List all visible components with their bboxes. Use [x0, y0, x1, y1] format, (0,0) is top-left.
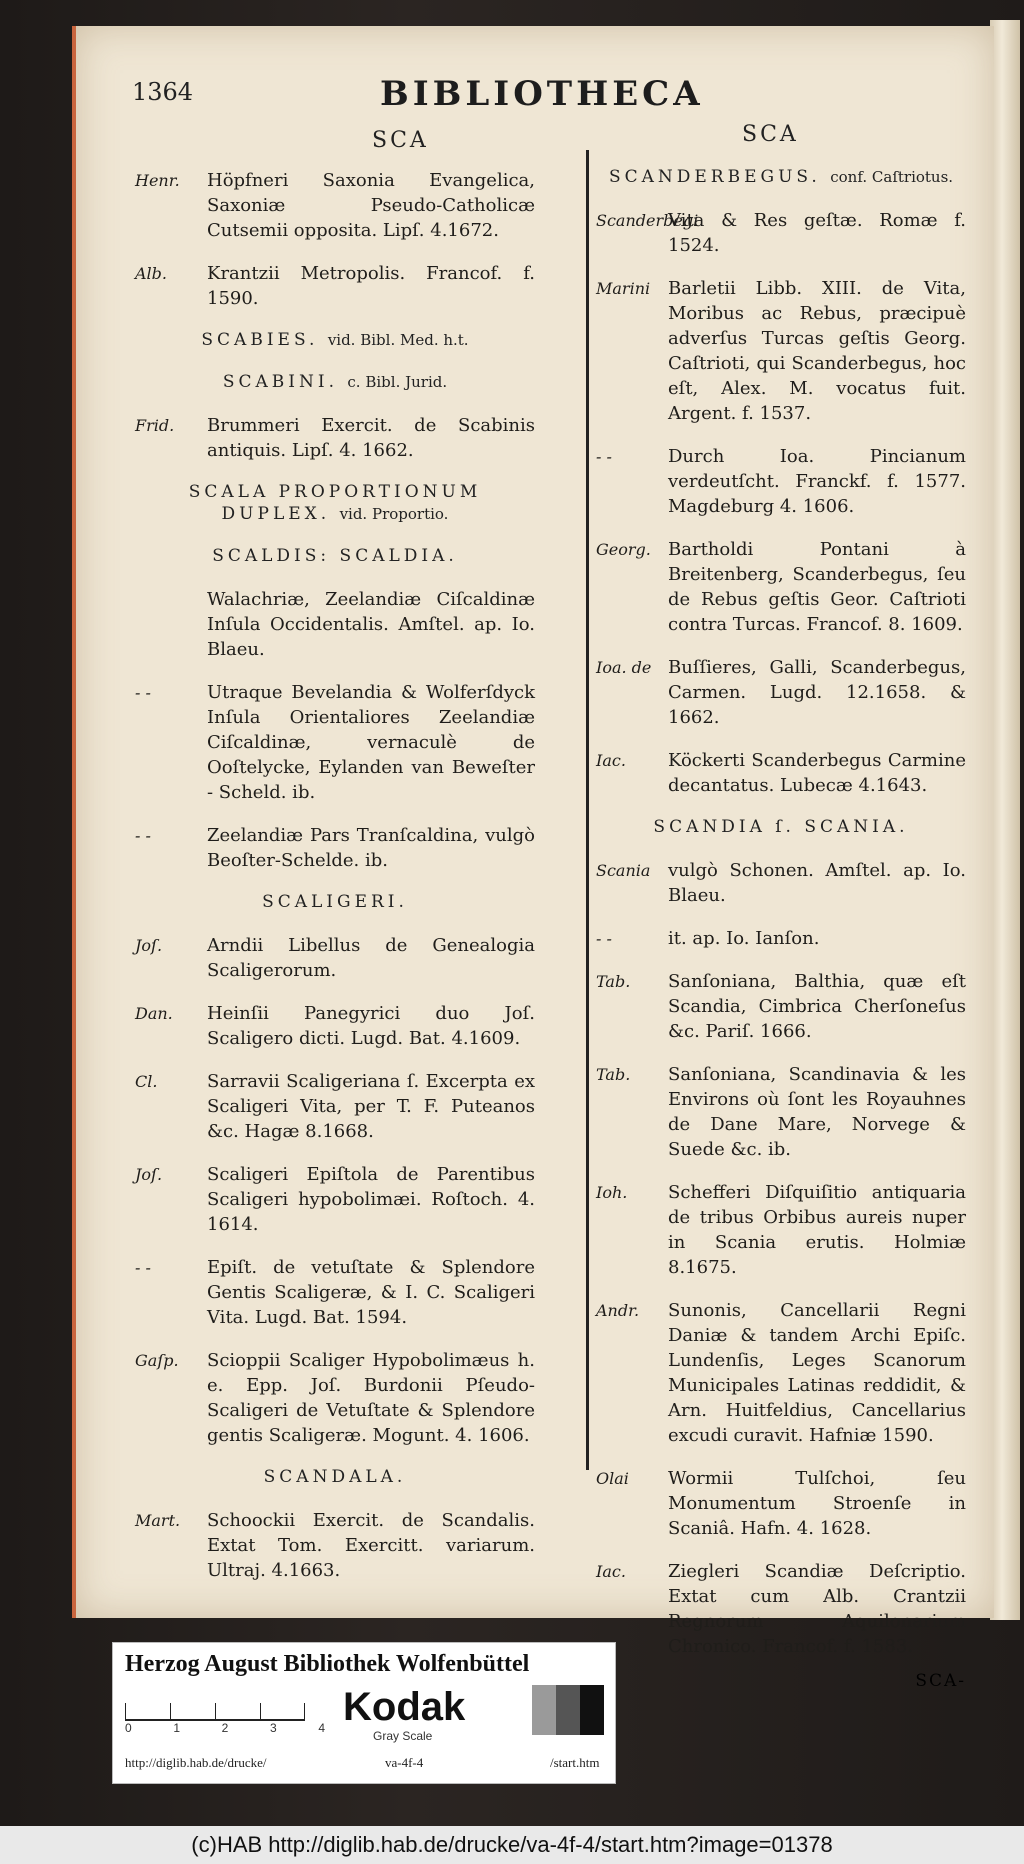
section-heading	[596, 816, 966, 838]
entry-author-tag: Georg.	[596, 540, 651, 559]
entry-author-tag: Alb.	[135, 264, 167, 283]
section-heading	[135, 329, 535, 351]
catalog-entry	[596, 1062, 966, 1162]
gray-scale-swatches	[508, 1685, 604, 1735]
entry-text: Höpfneri Saxonia Evangelica, Saxoniæ Pseudo-Catholicæ Cutsemii opposita. Lipſ. 4.1672.	[207, 170, 535, 241]
section-title: SCANDIA ſ. SCANIA.	[653, 817, 909, 837]
entry-text: Sarravii Scaligeriana ſ. Excerpta ex Scaligeri Vita, per T. F. Puteanos &c. Hagæ 8.1668.	[207, 1071, 535, 1142]
entry-text: Schoockii Exercit. de Scandalis. Extat Tom. Exercitt. variarum. Ultraj. 4.1663.	[207, 1510, 535, 1581]
catalog-entry	[596, 926, 966, 951]
entry-author-tag: Iac.	[596, 751, 626, 770]
entry-author-tag: Henr.	[135, 171, 180, 190]
section-title: SCALIGERI.	[262, 892, 408, 912]
archive-card	[112, 1642, 616, 1784]
ruler-label: 2	[221, 1721, 229, 1735]
catalog-entry	[135, 823, 535, 873]
ruler-labels	[125, 1721, 325, 1735]
entry-text: Vita & Res geſtæ. Romæ f. 1524.	[668, 210, 966, 256]
entry-author-tag	[135, 587, 207, 662]
catalog-entry	[596, 1559, 966, 1659]
entry-author-tag: Tab.	[596, 1065, 631, 1084]
copyright-caption: (c)HAB http://diglib.hab.de/drucke/va-4f-4/start.htm?image=01378	[0, 1826, 1024, 1864]
catalog-entry	[135, 587, 535, 662]
entry-author-tag: Tab.	[596, 972, 631, 991]
catalog-entry	[135, 413, 535, 463]
section-title: SCABINI.	[222, 372, 338, 392]
entry-text: Schefferi Diſquiſitio antiquaria de tribus Orbibus aureis nuper in Scania erutis. Holmiæ 8.1675.	[668, 1182, 966, 1278]
catalog-entry	[596, 969, 966, 1044]
catalog-entry	[596, 208, 966, 258]
right-column	[596, 160, 966, 1691]
entry-text: Brummeri Exercit. de Scabinis antiquis. Lipſ. 4. 1662.	[207, 415, 535, 461]
entry-author-tag: Mart.	[135, 1511, 181, 1530]
catalog-entry	[135, 1255, 535, 1330]
catchword: SCA-	[915, 1671, 966, 1691]
running-title: BIBLIOTHECA	[380, 74, 704, 114]
entry-author-tag: - -	[596, 929, 612, 948]
entry-text: Köckerti Scanderbegus Carmine decantatus. Lubecæ 4.1643.	[668, 750, 966, 796]
entry-author-tag: Scania	[596, 861, 651, 880]
catalog-entry	[596, 748, 966, 798]
ruler-label: 4	[318, 1721, 325, 1735]
entry-author-tag: Frid.	[135, 416, 175, 435]
ruler-scale	[125, 1693, 305, 1721]
url-part: http://diglib.hab.de/drucke/	[125, 1755, 267, 1770]
catalog-entry	[596, 537, 966, 637]
entry-author-tag: Ioa. de	[596, 658, 652, 677]
entry-text: Walachriæ, Zeelandiæ Ciſcaldinæ Inſula Occidentalis. Amſtel. ap. Io. Blaeu.	[207, 589, 535, 660]
url-part: va-4f-4	[385, 1755, 424, 1770]
url-part: /start.htm	[550, 1755, 600, 1770]
entry-text: Durch Ioa. Pincianum verdeutſcht. Franckf. f. 1577. Magdeburg 4. 1606.	[668, 446, 966, 517]
entry-author-tag: Dan.	[135, 1004, 173, 1023]
entry-text: Sanſoniana, Scandinavia & les Environs où ſont les Royauhnes de Dane Mare, Norvege & Suede &c. ib.	[668, 1064, 966, 1160]
ruler-label: 1	[173, 1721, 181, 1735]
entry-text: Zeelandiæ Pars Tranſcaldina, vulgò Beoſter-Schelde. ib.	[207, 825, 535, 871]
section-reference: c. Bibl. Jurid.	[347, 373, 448, 391]
section-heading	[135, 481, 535, 525]
section-reference: vid. Proportio.	[339, 505, 449, 523]
facing-page-edge	[990, 20, 1020, 1620]
ruler-label: 3	[269, 1721, 277, 1735]
entry-text: Wormii Tulſchoi, ſeu Monumentum Stroenſe in Scaniâ. Hafn. 4. 1628.	[668, 1468, 966, 1539]
catalog-entry	[135, 1348, 535, 1448]
entry-author-tag: Joſ.	[135, 1165, 163, 1184]
catalog-entry	[135, 680, 535, 805]
section-heading	[135, 371, 535, 393]
catalog-entry	[135, 1001, 535, 1051]
left-column	[135, 168, 535, 1601]
page-number: 1364	[132, 78, 194, 106]
section-title: SCALA PROPORTIONUM DUPLEX.	[188, 482, 482, 524]
catalog-entry	[596, 1466, 966, 1541]
section-heading	[596, 166, 966, 188]
right-column-head: SCA	[742, 122, 799, 147]
catalog-entry	[596, 655, 966, 730]
catalog-entry	[135, 1508, 535, 1583]
entry-text: Bartholdi Pontani à Breitenberg, Scanderbegus, ſeu de Rebus geſtis Geor. Caſtrioti contra Turcas. Francof. 8. 1609.	[668, 539, 966, 635]
entry-author-tag: Marini	[596, 279, 651, 298]
entry-text: Scioppii Scaliger Hypobolimæus h. e. Epp. Joſ. Burdonii Pſeudo-Scaligeri de Vetuſtate & Splendore gentis Scaligeræ. Mogunt. 4. 1606.	[207, 1350, 535, 1446]
catalog-entry	[596, 444, 966, 519]
catalog-entry	[135, 1069, 535, 1144]
catalog-entry	[135, 933, 535, 983]
section-heading	[135, 891, 535, 913]
library-name: Herzog August Bibliothek Wolfenbüttel	[125, 1651, 530, 1677]
section-title: SCABIES.	[201, 330, 319, 350]
entry-author-tag: - -	[135, 1258, 151, 1277]
entry-text: it. ap. Io. Ianſon.	[668, 928, 820, 949]
gray-scale-label: Gray Scale	[373, 1729, 433, 1743]
entry-author-tag: Ioh.	[596, 1183, 628, 1202]
column-divider	[586, 150, 589, 1470]
entry-text: Sanſoniana, Balthia, quæ eſt Scandia, Cimbrica Cherſoneſus &c. Pariſ. 1666.	[668, 971, 966, 1042]
catalog-entry	[135, 1162, 535, 1237]
entry-author-tag: Joſ.	[135, 936, 163, 955]
entry-author-tag: Gaſp.	[135, 1351, 179, 1370]
catalog-entry	[135, 168, 535, 243]
entry-text: Sunonis, Cancellarii Regni Daniæ & tandem Archi Epiſc. Lundenſis, Leges Scanorum Municipales Latinas reddidit, & Arn. Huitfeldius, Cancellarius excudi curavit. Hafniæ 1590.	[668, 1300, 966, 1446]
section-title: SCALDIS: SCALDIA.	[212, 546, 458, 566]
entry-text: Ziegleri Scandiæ Deſcriptio. Extat cum Alb. Crantzii Regnorum Aquilonarium Chronico. Francof. f. 1583.	[668, 1561, 966, 1657]
section-reference: conf. Caſtriotus.	[830, 168, 954, 186]
entry-author-tag: - -	[135, 683, 151, 702]
entry-text: Buſſieres, Galli, Scanderbegus, Carmen. Lugd. 12.1658. & 1662.	[668, 657, 966, 728]
catalog-entry	[596, 276, 966, 426]
entry-text: Epiſt. de vetuſtate & Splendore Gentis Scaligeræ, & I. C. Scaligeri Vita. Lugd. Bat. 1594.	[207, 1257, 535, 1328]
entry-author-tag: - -	[596, 447, 612, 466]
ruler-label: 0	[125, 1721, 132, 1735]
section-heading	[135, 1466, 535, 1488]
entry-text: Heinſii Panegyrici duo Joſ. Scaligero dicti. Lugd. Bat. 4.1609.	[207, 1003, 535, 1049]
section-heading	[135, 545, 535, 567]
catalog-entry	[135, 261, 535, 311]
entry-text: Scaligeri Epiſtola de Parentibus Scaligeri hypobolimæi. Roſtoch. 4. 1614.	[207, 1164, 535, 1235]
entry-author-tag: Iac.	[596, 1562, 626, 1581]
left-column-head: SCA	[372, 128, 429, 153]
entry-text: Barletii Libb. XIII. de Vita, Moribus ac Rebus, præcipuè adverſus Turcas geſtis Georg. Caſtrioti, qui Scanderbegus, hoc eſt, Alex. M. vocatus fuit. Argent. f. 1537.	[668, 278, 966, 424]
entry-text: vulgò Schonen. Amſtel. ap. Io. Blaeu.	[668, 860, 966, 906]
entry-author-tag: Cl.	[135, 1072, 158, 1091]
entry-text: Arndii Libellus de Genealogia Scaligerorum.	[207, 935, 535, 981]
catalog-entry	[596, 858, 966, 908]
section-title: SCANDERBEGUS.	[608, 167, 821, 187]
entry-author-tag: - -	[135, 826, 151, 845]
section-reference: vid. Bibl. Med. h.t.	[327, 331, 469, 349]
entry-author-tag: Scanderbegi	[596, 211, 699, 230]
section-title: SCANDALA.	[263, 1467, 407, 1487]
entry-author-tag: Olai	[596, 1469, 629, 1488]
entry-text: Krantzii Metropolis. Francof. f. 1590.	[207, 263, 535, 309]
entry-author-tag: Andr.	[596, 1301, 640, 1320]
catalog-entry	[596, 1298, 966, 1448]
catalog-entry	[596, 1180, 966, 1280]
entry-text: Utraque Bevelandia & Wolferſdyck Inſula Orientaliores Zeelandiæ Ciſcaldinæ, vernaculè de Ooſtelycke, Eylanden van Beweſter - Scheld. ib.	[207, 682, 535, 803]
kodak-logo: Kodak	[343, 1685, 466, 1729]
